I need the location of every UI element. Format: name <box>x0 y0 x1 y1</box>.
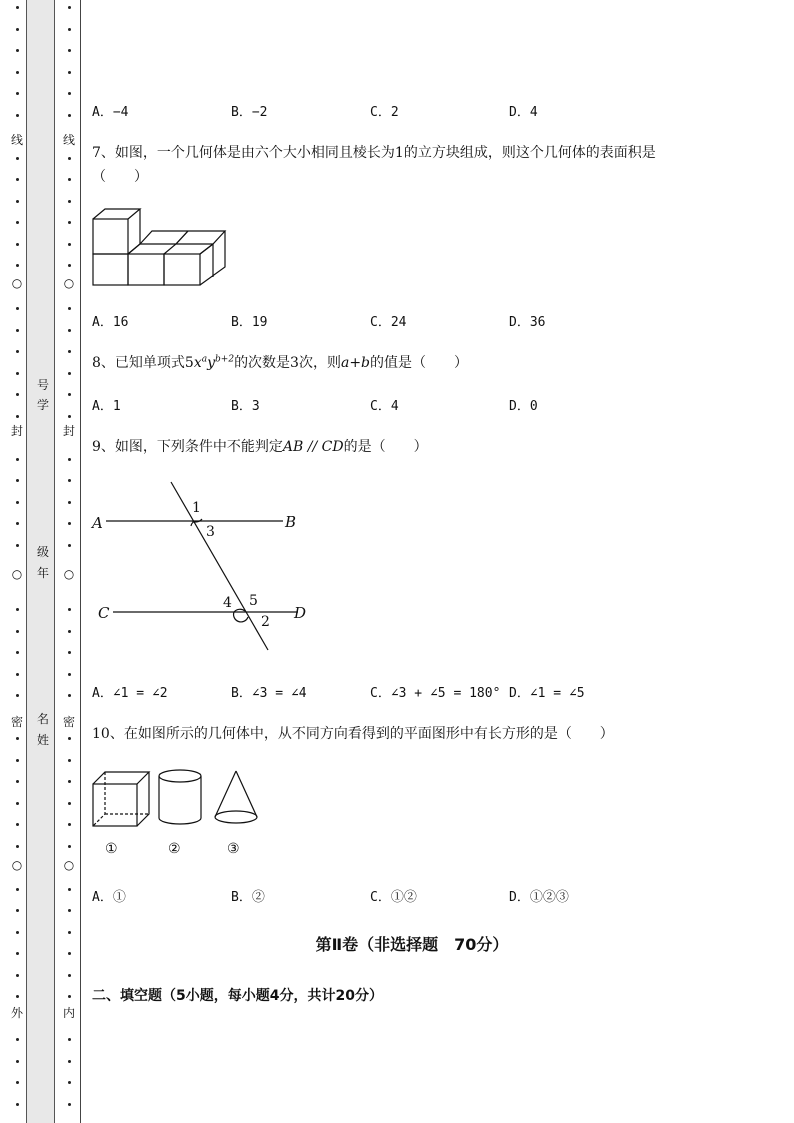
q9-option-c: C．∠3 + ∠5 = 180° <box>370 686 501 701</box>
binding-dot <box>16 114 19 117</box>
outer-mark-circle: ○ <box>11 276 23 290</box>
binding-dot <box>16 221 19 224</box>
q8-stem <box>92 352 468 372</box>
inner-mark-circle: ○ <box>63 567 75 581</box>
q8-exp-b2: b+2 <box>215 354 235 365</box>
binding-dot <box>16 845 19 848</box>
q8-option-d: D．0 <box>509 399 538 414</box>
outer-mark-circle: ○ <box>11 858 23 872</box>
binding-dot <box>16 802 19 805</box>
binding-dot <box>68 243 71 246</box>
q8-option-a: A．1 <box>92 399 121 414</box>
binding-dot <box>68 501 71 504</box>
outer-mark-circle: ○ <box>11 567 23 581</box>
binding-dot <box>16 780 19 783</box>
binding-dot <box>68 1038 71 1041</box>
q6-option-c: C．2 <box>370 105 399 120</box>
binding-dot <box>68 92 71 95</box>
binding-dot <box>68 737 71 740</box>
inner-mark-line: 线 <box>62 133 75 147</box>
binding-dot <box>16 888 19 891</box>
q8-a-plus-b: a+b <box>340 355 371 371</box>
binding-dot <box>68 221 71 224</box>
outer-mark-secret: 密 <box>10 715 23 729</box>
binding-dot <box>16 243 19 246</box>
solid-cone <box>215 771 257 823</box>
binding-dot <box>16 673 19 676</box>
q8-var-x: x <box>193 355 202 371</box>
binding-dot <box>16 909 19 912</box>
q8-exp-a: a <box>201 354 208 365</box>
binding-dot <box>68 264 71 267</box>
binding-dot <box>68 823 71 826</box>
inner-mark-circle: ○ <box>63 276 75 290</box>
angle-label-1: 1 <box>192 500 201 516</box>
binding-dot <box>16 974 19 977</box>
field-student-id-1: 号 <box>36 378 49 392</box>
binding-dot <box>68 974 71 977</box>
q10-option-c: C．①② <box>370 890 417 905</box>
transversal <box>171 482 268 650</box>
binding-dot <box>16 28 19 31</box>
binding-dot <box>68 458 71 461</box>
binding-dot <box>68 888 71 891</box>
angle-label-4: 4 <box>223 595 232 611</box>
q9-condition: AB // CD <box>282 439 344 455</box>
binding-dot <box>16 415 19 418</box>
outer-mark-line: 线 <box>10 133 23 147</box>
binding-dot <box>68 1081 71 1084</box>
binding-dot <box>16 544 19 547</box>
label-d: D <box>294 604 307 622</box>
binding-dot <box>68 802 71 805</box>
field-name-1: 名 <box>36 712 49 726</box>
q9-option-a: A．∠1 = ∠2 <box>92 686 168 701</box>
solid-label-3: ③ <box>227 841 240 857</box>
solid-cube <box>93 772 149 826</box>
angle-label-5: 5 <box>249 593 258 609</box>
binding-dot <box>68 694 71 697</box>
binding-dot <box>16 1038 19 1041</box>
binding-dot <box>16 200 19 203</box>
binding-dot <box>68 780 71 783</box>
binding-dot <box>68 6 71 9</box>
q7-cube-figure <box>88 205 233 290</box>
angle-label-3: 3 <box>206 524 215 540</box>
binding-dot <box>68 307 71 310</box>
binding-dot <box>16 264 19 267</box>
binding-dot <box>68 200 71 203</box>
binding-dot <box>16 1060 19 1063</box>
binding-dot <box>68 845 71 848</box>
binding-dot <box>16 178 19 181</box>
binding-dot <box>68 329 71 332</box>
q10-option-a: A．① <box>92 890 126 905</box>
q9-parallel-lines-figure <box>88 475 318 660</box>
angle-label-2: 2 <box>261 614 270 630</box>
label-c: C <box>98 604 110 622</box>
q8-stem-post: 的值是（ ） <box>370 355 469 371</box>
binding-dot <box>16 6 19 9</box>
solid-label-2: ② <box>168 841 181 857</box>
solid-label-1: ① <box>105 841 118 857</box>
binding-dot <box>16 372 19 375</box>
binding-dot <box>68 393 71 396</box>
binding-dot <box>16 501 19 504</box>
q9-stem <box>92 436 428 456</box>
binding-dot <box>16 1081 19 1084</box>
label-a: A <box>92 514 103 532</box>
binding-dot <box>16 329 19 332</box>
binding-dot <box>68 630 71 633</box>
q10-option-b: B．② <box>231 890 265 905</box>
binding-dot <box>68 759 71 762</box>
field-name-2: 姓 <box>36 733 49 747</box>
inner-mark-inside: 内 <box>62 1006 75 1020</box>
binding-dot <box>68 49 71 52</box>
label-b: B <box>285 513 297 531</box>
q7-option-a: A．16 <box>92 315 129 330</box>
q7-stem: 7、如图，一个几何体是由六个大小相同且棱长为1的立方块组成，则这个几何体的表面积是 <box>92 145 656 161</box>
binding-dot <box>16 479 19 482</box>
binding-dot <box>68 71 71 74</box>
solid-cylinder <box>159 770 201 824</box>
binding-dot <box>68 1103 71 1106</box>
binding-dot <box>16 522 19 525</box>
q9-stem-post: 的是（ ） <box>343 439 428 455</box>
q8-var-y: y <box>207 355 216 371</box>
binding-dot <box>68 651 71 654</box>
binding-dot <box>16 737 19 740</box>
binding-dot <box>68 673 71 676</box>
binding-dot <box>16 49 19 52</box>
q10-option-d: D．①②③ <box>509 890 569 905</box>
binding-dot <box>68 28 71 31</box>
binding-dot <box>16 92 19 95</box>
binding-dot <box>16 1103 19 1106</box>
binding-dot <box>68 415 71 418</box>
binding-dot <box>68 372 71 375</box>
outer-mark-seal: 封 <box>10 424 23 438</box>
outer-mark-outside: 外 <box>10 1006 23 1020</box>
q10-solids-figure <box>88 765 268 860</box>
q8-stem-mid: 的次数是3次，则 <box>234 355 341 371</box>
q7-option-d: D．36 <box>509 315 546 330</box>
q9-option-d: D．∠1 = ∠5 <box>509 686 585 701</box>
binding-dot <box>68 1060 71 1063</box>
field-student-id-2: 学 <box>36 398 49 412</box>
inner-mark-circle: ○ <box>63 858 75 872</box>
q10-stem: 10、在如图所示的几何体中，从不同方向看得到的平面图形中有长方形的是（ ） <box>92 726 614 742</box>
q9-stem-pre: 9、如图，下列条件中不能判定 <box>92 439 283 455</box>
angle-arc-2 <box>234 612 248 622</box>
binding-dot <box>68 995 71 998</box>
binding-dot <box>68 479 71 482</box>
binding-dot <box>68 544 71 547</box>
binding-dot <box>16 694 19 697</box>
q6-option-a: A．−4 <box>92 105 129 120</box>
q8-option-c: C．4 <box>370 399 399 414</box>
binding-dot <box>16 823 19 826</box>
part2-section-heading: 二、填空题（5小题，每小题4分，共计20分） <box>92 988 383 1004</box>
q7-blank: （ ） <box>92 169 148 185</box>
q8-stem-pre: 8、已知单项式5 <box>92 355 194 371</box>
binding-dot <box>16 71 19 74</box>
binding-dot <box>68 157 71 160</box>
field-grade-2: 年 <box>36 566 49 580</box>
binding-dot <box>16 608 19 611</box>
q7-option-c: C．24 <box>370 315 407 330</box>
binding-dot <box>68 522 71 525</box>
q9-option-b: B．∠3 = ∠4 <box>231 686 307 701</box>
binding-dot <box>68 909 71 912</box>
inner-mark-seal: 封 <box>62 424 75 438</box>
binding-dot <box>16 630 19 633</box>
q6-option-d: D．4 <box>509 105 538 120</box>
field-grade-1: 级 <box>36 545 49 559</box>
binding-dot <box>16 393 19 396</box>
binding-dot <box>68 608 71 611</box>
binding-dot <box>16 995 19 998</box>
binding-dot <box>16 651 19 654</box>
binding-dot <box>68 114 71 117</box>
q7-option-b: B．19 <box>231 315 268 330</box>
binding-dot <box>16 458 19 461</box>
binding-dot <box>16 307 19 310</box>
inner-mark-secret: 密 <box>62 715 75 729</box>
binding-dot <box>16 157 19 160</box>
q6-option-b: B．−2 <box>231 105 268 120</box>
binding-dot <box>68 350 71 353</box>
part2-title: 第Ⅱ卷（非选择题 70分） <box>315 935 509 954</box>
binding-dot <box>16 350 19 353</box>
q8-option-b: B．3 <box>231 399 260 414</box>
binding-dot <box>68 178 71 181</box>
binding-dot <box>16 759 19 762</box>
